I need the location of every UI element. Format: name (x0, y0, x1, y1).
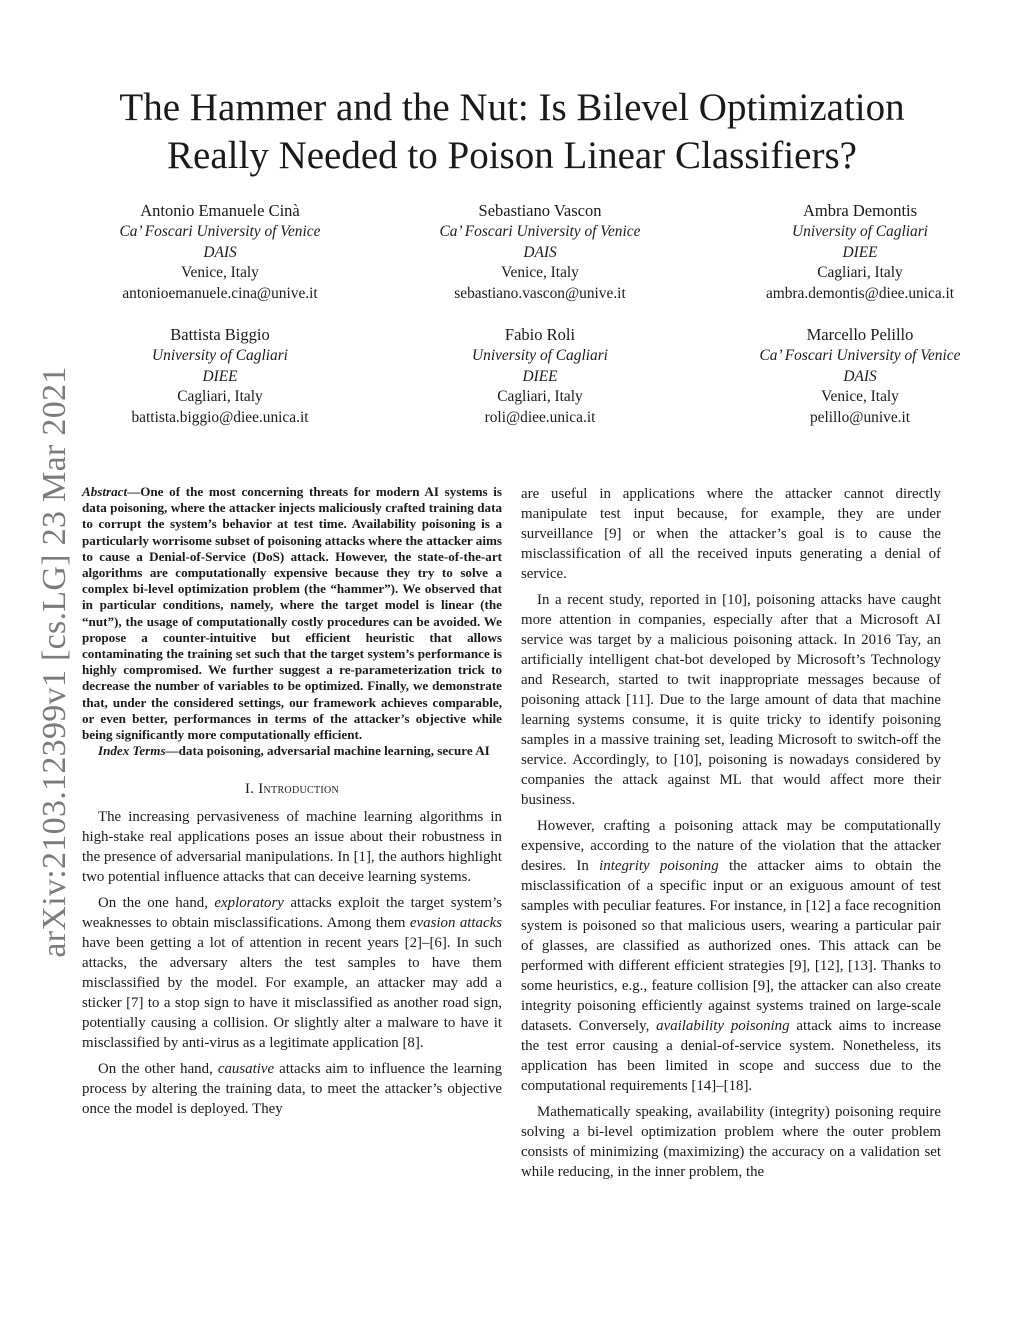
author-department: DAIS (203, 243, 237, 261)
author-block (720, 325, 1000, 429)
paragraph: In a recent study, reported in [10], poisoning attacks have caught more attention in companies, especially after that a Microsoft AI service was target by a malicious poisoning attack. In 2016 Tay, an artificially intelligent chat-bot developed by Microsoft’s Technology and Research, started to twit inappropriate messages because of poisoning attack [11]. Due to the large amount of data that machine learning systems consume, it is quite tricky to identify poisoning samples in a massive training set, leading Microsoft to switch-off the service. Accordingly, to [10], poisoning is nowadays considered by companies the attack against ML that would affect more their business. (521, 592, 941, 808)
author-location: Venice, Italy (181, 264, 259, 282)
left-column (82, 484, 502, 1125)
text-run: the attacker aims to obtain the misclassification of a specific input or an exiguous amount of test samples with peculiar features. For instance, in [12] a face recognition system is poisoned so that malicious users, wearing a particular pair of glasses, are classified as authorized ones. This attack can be performed with different efficient strategies [9], [12], [13]. Thanks to some heuristics, e.g., feature collision [9], the attacker can also create integrity poisoning efficiently against systems trained on large-scale datasets. Conversely, (521, 858, 941, 1034)
author-department: DIEE (522, 367, 558, 385)
author-department: DIEE (842, 243, 878, 261)
section-title: Introduction (258, 781, 340, 798)
author-location: Venice, Italy (821, 388, 899, 406)
text-run: However, crafting a poisoning attack may be computationally expensive, according to the nature of the violation that the attacker desires. In (521, 818, 941, 874)
author-row-1 (60, 201, 1020, 305)
author-email[interactable]: ambra.demontis@diee.unica.it (765, 285, 955, 303)
author-name: Fabio Roli (504, 325, 576, 344)
author-block (80, 201, 360, 305)
author-affiliation: University of Cagliari (152, 346, 288, 364)
author-name: Marcello Pelillo (806, 325, 914, 344)
author-affiliation: Ca’ Foscari University of Venice (439, 222, 641, 240)
paper-title (0, 84, 1024, 180)
text-run: attacks aim to influence the learning process by altering the training data, to meet the attacker’s objective once the model is deployed. They (82, 1061, 503, 1118)
abstract-label: Abstract (82, 484, 128, 499)
author-location: Cagliari, Italy (817, 264, 903, 282)
paragraph (82, 1059, 502, 1119)
author-location: Cagliari, Italy (497, 388, 583, 406)
author-name: Ambra Demontis (802, 201, 918, 220)
author-location: Cagliari, Italy (177, 388, 263, 406)
emphasis: exploratory (214, 895, 284, 912)
paragraph: The increasing pervasiveness of machine learning algorithms in high-stake real applications poses an issue about their robustness in the presence of adversarial manipulations. In [1], the authors highlight two potential influence attacks that can deceive learning systems. (82, 809, 502, 886)
arxiv-identifier: arXiv:2103.12399v1 [cs.LG] 23 Mar 2021 (36, 366, 73, 958)
author-department: DIEE (202, 367, 238, 385)
text-run: On the one hand, (98, 895, 215, 912)
emphasis: availability poisoning (656, 1018, 790, 1034)
author-email[interactable]: battista.biggio@diee.unica.it (131, 409, 309, 427)
author-name: Antonio Emanuele Cinà (140, 201, 300, 220)
abstract-text: —One of the most concerning threats for modern AI systems is data poisoning, where the attacker injects maliciously crafted training data to corrupt the system’s behavior at test time. Availability poisoning is a particularly worrisome subset of poisoning attacks where the attacker aims to cause a Denial-of-Service (DoS) attack. However, the state-of-the-art algorithms are computationally expensive because they try to solve a complex bi-level optimization problem (the “hammer”). We observed that in particular conditions, namely, where the target model is linear (the “nut”), the usage of computationally costly procedures can be avoided. We propose a counter-intuitive but efficient heuristic that allows contaminating the training set such that the target system’s performance is highly compromised. We further suggest a re-parameterization trick to decrease the number of variables to be optimized. Finally, we demonstrate that, under the considered settings, our framework achieves comparable, or even better, performances in terms of the attacker’s objective while being significantly more computationally efficient. (82, 484, 502, 743)
title-line-1: The Hammer and the Nut: Is Bilevel Optimization (119, 86, 905, 129)
text-run: attacks exploit the target system’s weaknesses to obtain misclassifications. Among them (82, 895, 502, 932)
author-name: Battista Biggio (170, 325, 270, 344)
index-terms-text: —data poisoning, adversarial machine learning, secure AI (165, 743, 490, 759)
author-block (400, 325, 680, 429)
paragraph (82, 893, 502, 1053)
paragraph: Mathematically speaking, availability (integrity) poisoning require solving a bi-level optimization problem where the outer problem consists of minimizing (maximizing) the accuracy on a validation set while reducing, in the inner problem, the (521, 1104, 941, 1180)
section-heading-introduction (82, 779, 502, 799)
text-run: attack aims to increase the test error causing a denial-of-service system. Nonetheless, its application has been limited in scope and success due to the computational requirements [14]–[18]. (521, 1018, 941, 1094)
author-row-2 (60, 325, 1020, 429)
author-block (720, 201, 1000, 305)
author-email[interactable]: antonioemanuele.cina@unive.it (122, 285, 318, 303)
emphasis: causative (217, 1061, 275, 1078)
index-terms-label: Index Terms (98, 743, 166, 759)
paragraph (521, 816, 941, 1096)
paragraph: are useful in applications where the attacker cannot directly manipulate test input because, for example, they are under surveillance [9] or when the attacker’s goal is to cause the misclassification of all the received inputs generating a denial of service. (521, 486, 941, 582)
author-affiliation: University of Cagliari (792, 222, 928, 240)
text-run: On the other hand, (98, 1061, 218, 1078)
author-email[interactable]: pelillo@unive.it (809, 409, 911, 427)
index-terms (82, 743, 502, 759)
emphasis: evasion attacks (409, 915, 502, 932)
author-affiliation: Ca’ Foscari University of Venice (119, 222, 321, 240)
section-number: I. (244, 781, 259, 798)
right-column (521, 484, 941, 1188)
author-affiliation: Ca’ Foscari University of Venice (759, 346, 961, 364)
text-run: have been getting a lot of attention in recent years [2]–[6]. In such attacks, the adversary alters the test samples to have them misclassified by the model. For example, an attacker may add a sticker [7] to a stop sign to have it misclassified as another road sign, potentially causing a collision. Or slightly alter a malware to have it misclassified by anti-virus as a legitimate application [8]. (82, 935, 502, 1052)
abstract (82, 484, 502, 743)
author-block (400, 201, 680, 305)
author-affiliation: University of Cagliari (472, 346, 608, 364)
author-department: DAIS (843, 367, 877, 385)
author-name: Sebastiano Vascon (478, 201, 602, 220)
title-line-2: Really Needed to Poison Linear Classifiers? (167, 134, 857, 177)
author-email[interactable]: roli@diee.unica.it (484, 409, 596, 427)
emphasis: integrity poisoning (599, 858, 719, 874)
author-location: Venice, Italy (501, 264, 579, 282)
author-department: DAIS (523, 243, 557, 261)
author-email[interactable]: sebastiano.vascon@unive.it (454, 285, 626, 303)
author-block (80, 325, 360, 429)
